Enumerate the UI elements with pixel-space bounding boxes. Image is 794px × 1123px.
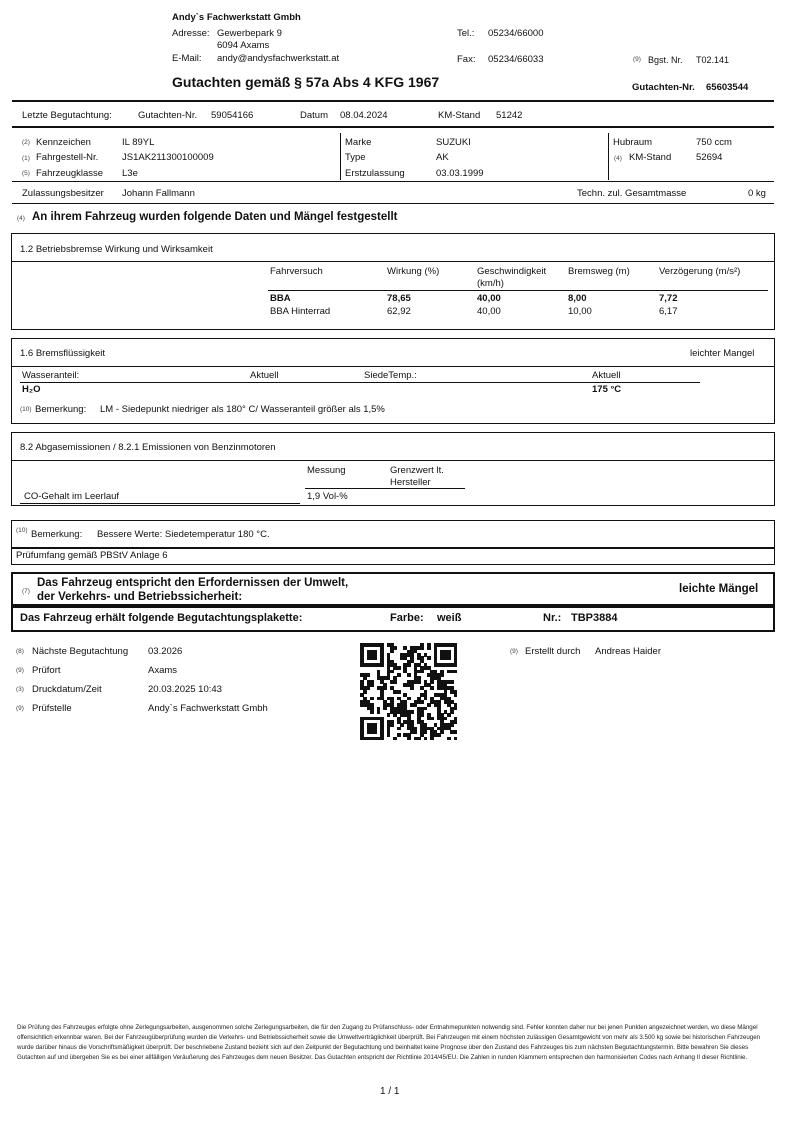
remark-text: Bessere Werte: Siedetemperatur 180 °C.: [97, 529, 270, 540]
bgst-label: Bgst. Nr.: [648, 55, 683, 65]
emission-title: 8.2 Abgasemissionen / 8.2.1 Emissionen von Benzinmotoren: [20, 442, 276, 453]
defects-heading: An ihrem Fahrzeug wurden folgende Daten und Mängel festgestellt: [32, 211, 398, 223]
erstzulassung-label: Erstzulassung: [345, 168, 405, 179]
emission-title-divider: [11, 460, 775, 461]
fluid-remark-label: Bemerkung:: [35, 404, 87, 415]
brake-row-1-distance: 8,00: [568, 293, 587, 304]
vehicle-bottom-divider: [12, 181, 774, 182]
type-value: AK: [436, 152, 449, 163]
fahrgestell-value: JS1AK211300100009: [122, 152, 214, 163]
fluid-col-aktuell-1: Aktuell: [250, 370, 279, 381]
bgst-value: T02.141: [696, 55, 730, 65]
company-name: Andy`s Fachwerkstatt Gmbh: [172, 12, 301, 23]
erstellt-code: (9): [510, 648, 518, 655]
emission-col-messung: Messung: [307, 465, 346, 476]
plakette-farbe-label: Farbe:: [390, 612, 424, 624]
result-status: leichte Mängel: [679, 583, 759, 595]
kennzeichen-value: IL 89YL: [122, 137, 155, 148]
brake-header-fahrversuch: Fahrversuch: [270, 266, 323, 277]
vehicle-col-divider-1: [340, 133, 341, 180]
brake-header-verzoegerung: Verzögerung (m/s²): [659, 266, 741, 277]
last-km-label: KM-Stand: [438, 110, 481, 121]
fax-number: 05234/66033: [488, 54, 544, 65]
emission-row-underline: [20, 503, 300, 504]
gutachten-nr: 65603544: [706, 82, 749, 93]
fluid-col-wasser: Wasseranteil:: [22, 370, 80, 381]
erstzulassung-value: 03.03.1999: [436, 168, 484, 179]
besitzer-value: Johann Fallmann: [122, 188, 195, 199]
brake-row-1-test: BBA: [270, 293, 291, 304]
info-code-2: (9): [16, 667, 24, 674]
brake-title: 1.2 Betriebsbremse Wirkung und Wirksamkeit: [20, 244, 213, 255]
fluid-title: 1.6 Bremsflüssigkeit: [20, 348, 106, 359]
last-inspection-label: Letzte Begutachtung:: [22, 110, 112, 121]
erstellt-value: Andreas Haider: [595, 646, 662, 657]
fluid-col-aktuell-2: Aktuell: [592, 370, 621, 381]
info-label-pruefort: Prüfort: [32, 665, 61, 676]
brake-header-geschwindigkeit: Geschwindigkeit (km/h): [477, 266, 547, 289]
last-nr-label: Gutachten-Nr.: [138, 110, 198, 121]
gesamtmasse-value: 0 kg: [748, 188, 766, 199]
fluid-remark-text: LM - Siedepunkt niedriger als 180° C/ Wasseranteil größer als 1,5%: [100, 404, 385, 415]
emission-row-value: 1,9 Vol-%: [307, 491, 348, 502]
info-value-druckdatum: 20.03.2025 10:43: [148, 684, 222, 695]
fluid-water-value: H₂O: [22, 384, 41, 395]
fahrgestell-code: (1): [22, 155, 30, 162]
emission-header-underline: [305, 488, 465, 489]
fluid-temp-value: 175 °C: [592, 384, 622, 395]
defects-code: (4): [17, 215, 25, 222]
kennzeichen-label: Kennzeichen: [36, 137, 91, 148]
result-line-1: Das Fahrzeug entspricht den Erfordernissen der Umwelt,: [37, 577, 349, 589]
km-value: 52694: [696, 152, 723, 163]
fluid-title-divider: [11, 366, 775, 367]
brake-row-2-test: BBA Hinterrad: [270, 306, 331, 317]
legal-footer: Die Prüfung des Fahrzeuges erfolgte ohne Zerlegungsarbeiten, ausgenommen solche Zerlegungsarbeiten, die für den Zugang zu Prüfanschluss- oder Entnahmepunkten notwendig sind. Fehler konnten daher nur bei jenen Punkten angezeichnet werden, wo diese Mängel offensichtlich erkennbar waren. Bei der Fahrzeugüberprüfung wurden die Verkehrs- und Betriebssicherheit sowie die Umweltverträglichkeit überprüft. Bei Fahrzeugen mit einem höchsten zulässigen Gesamtgewicht von mehr als 3.500 kg sowie bei historischen Fahrzeugen wurde darüber hinaus die Vorschriftsmäßigkeit überprüft. Der beschriebene Zustand bezieht sich auf den Zeitpunkt der Begutachtung und beinhaltet keine Prognose über den Zustand des Fahrzeuges bis zum nächsten Begutachtungstermin. Bitte bewahren Sie dieses Gutachten auf und übergeben Sie es bei einer allfälligen Veräußerung des Fahrzeuges dem neuen Besitzer. Das Gutachten entspricht der Richtlinie 2014/45/EU. Die Zahlen in runden Klammern entsprechen den harmonisierten Codes nach Anhang II dieser Richtlinie.: [17, 1024, 761, 1061]
info-code-3: (3): [16, 686, 24, 693]
remark-code: (10): [16, 527, 28, 534]
klasse-value: L3e: [122, 168, 138, 179]
pruefumfang-text: Prüfumfang gemäß PBStV Anlage 6: [16, 550, 168, 561]
info-value-pruefstelle: Andy`s Fachwerkstatt Gmbh: [148, 703, 268, 714]
info-value-next: 03.2026: [148, 646, 183, 657]
km-code: (4): [614, 155, 622, 162]
last-km: 51242: [496, 110, 523, 121]
erstellt-label: Erstellt durch: [525, 646, 581, 657]
vehicle-top-divider: [12, 126, 774, 128]
brake-row-2-wirkung: 62,92: [387, 306, 411, 317]
document-title: Gutachten gemäß § 57a Abs 4 KFG 1967: [172, 74, 440, 90]
owner-divider: [12, 203, 774, 204]
remark-label: Bemerkung:: [31, 529, 83, 540]
info-code-4: (9): [16, 705, 24, 712]
klasse-label: Fahrzeugklasse: [36, 168, 104, 179]
last-nr: 59054166: [211, 110, 254, 121]
result-line-2: der Verkehrs- und Betriebssicherheit:: [37, 591, 243, 603]
type-label: Type: [345, 152, 366, 163]
result-code: (7): [22, 588, 30, 595]
gesamtmasse-label: Techn. zul. Gesamtmasse: [577, 188, 687, 199]
page-number: 1 / 1: [380, 1086, 400, 1097]
fluid-col-siedetemp: SiedeTemp.:: [364, 370, 417, 381]
info-label-next: Nächste Begutachtung: [32, 646, 129, 657]
hubraum-value: 750 ccm: [696, 137, 732, 148]
last-date: 08.04.2024: [340, 110, 388, 121]
info-value-pruefort: Axams: [148, 665, 178, 676]
hubraum-label: Hubraum: [613, 137, 653, 148]
email-address: andy@andysfachwerkstatt.at: [217, 53, 340, 64]
address-line1: Gewerbepark 9: [217, 28, 282, 39]
marke-label: Marke: [345, 137, 372, 148]
email-label: E-Mail:: [172, 53, 202, 64]
fax-label: Fax:: [457, 54, 476, 65]
tel-number: 05234/66000: [488, 28, 544, 39]
brake-row-1-decel: 7,72: [659, 293, 678, 304]
brake-row-1-wirkung: 78,65: [387, 293, 411, 304]
header-divider: [12, 100, 774, 102]
brake-row-2-speed: 40,00: [477, 306, 501, 317]
brake-row-2-distance: 10,00: [568, 306, 592, 317]
fluid-remark-code: (10): [20, 406, 32, 413]
info-code-1: (8): [16, 648, 24, 655]
brake-header-wirkung: Wirkung (%): [387, 266, 440, 277]
fahrgestell-label: Fahrgestell-Nr.: [36, 152, 99, 163]
vehicle-col-divider-2: [608, 133, 609, 180]
address-line2: 6094 Axams: [217, 40, 270, 51]
brake-header-bremsweg: Bremsweg (m): [568, 266, 630, 277]
plakette-text: Das Fahrzeug erhält folgende Begutachtungsplakette:: [20, 612, 303, 624]
kennzeichen-code: (2): [22, 139, 30, 146]
emission-row-label: CO-Gehalt im Leerlauf: [24, 491, 120, 502]
qr-code: [360, 643, 457, 740]
last-date-label: Datum: [300, 110, 328, 121]
plakette-nr-label: Nr.:: [543, 612, 562, 624]
brake-row-2-decel: 6,17: [659, 306, 678, 317]
km-label: KM-Stand: [629, 152, 672, 163]
fluid-header-underline: [20, 382, 700, 383]
brake-row-1-speed: 40,00: [477, 293, 501, 304]
brake-title-divider: [11, 261, 775, 262]
brake-header-underline: [268, 290, 768, 291]
info-label-pruefstelle: Prüfstelle: [32, 703, 72, 714]
klasse-code: (5): [22, 170, 30, 177]
address-label: Adresse:: [172, 28, 210, 39]
tel-label: Tel.:: [457, 28, 475, 39]
besitzer-label: Zulassungsbesitzer: [22, 188, 104, 199]
plakette-nr: TBP3884: [571, 612, 618, 624]
plakette-farbe: weiß: [437, 612, 462, 624]
marke-value: SUZUKI: [436, 137, 471, 148]
info-label-druckdatum: Druckdatum/Zeit: [32, 684, 102, 695]
gutachten-nr-label: Gutachten-Nr.: [632, 82, 695, 93]
bgst-code: (9): [633, 56, 641, 63]
fluid-status: leichter Mangel: [690, 348, 755, 359]
emission-col-grenzwert: Grenzwert lt. Hersteller: [390, 465, 444, 488]
